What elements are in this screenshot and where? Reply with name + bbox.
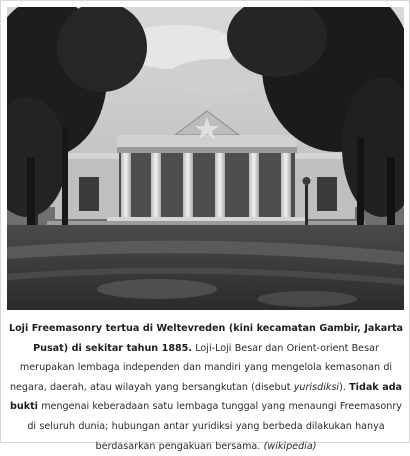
photo-caption bbox=[7, 319, 405, 456]
caption-italic-term: yurisdiksi bbox=[293, 381, 340, 393]
caption-text-3: mengenai keberadaan satu lembaga tunggal yang menaungi Freemasonry di seluruh dunia; hubungan antar yuridiksi yang berbeda dilakukan hanya berdasarkan pengakuan bersama. bbox=[27, 401, 402, 452]
caption-bold-mid: Tidak ada bukti bbox=[10, 381, 403, 413]
lodge-photo bbox=[7, 7, 404, 310]
caption-text-1: Loji-Loji Besar dan Orient-orient Besar merupakan lembaga independen dan mandiri yang mengelola kemasonan di negara, daerah, atau wilayah yang bersangkutan (disebut bbox=[9, 342, 393, 393]
caption-source: (wikipedia) bbox=[263, 440, 317, 452]
caption-bold-lead: Loji Freemasonry tertua di Weltevreden (kini kecamatan Gambir, Jakarta Pusat) di sekitar tahun 1885. bbox=[8, 323, 404, 354]
lodge-photo-illustration bbox=[7, 7, 404, 310]
caption-text-2: ). bbox=[339, 381, 350, 393]
